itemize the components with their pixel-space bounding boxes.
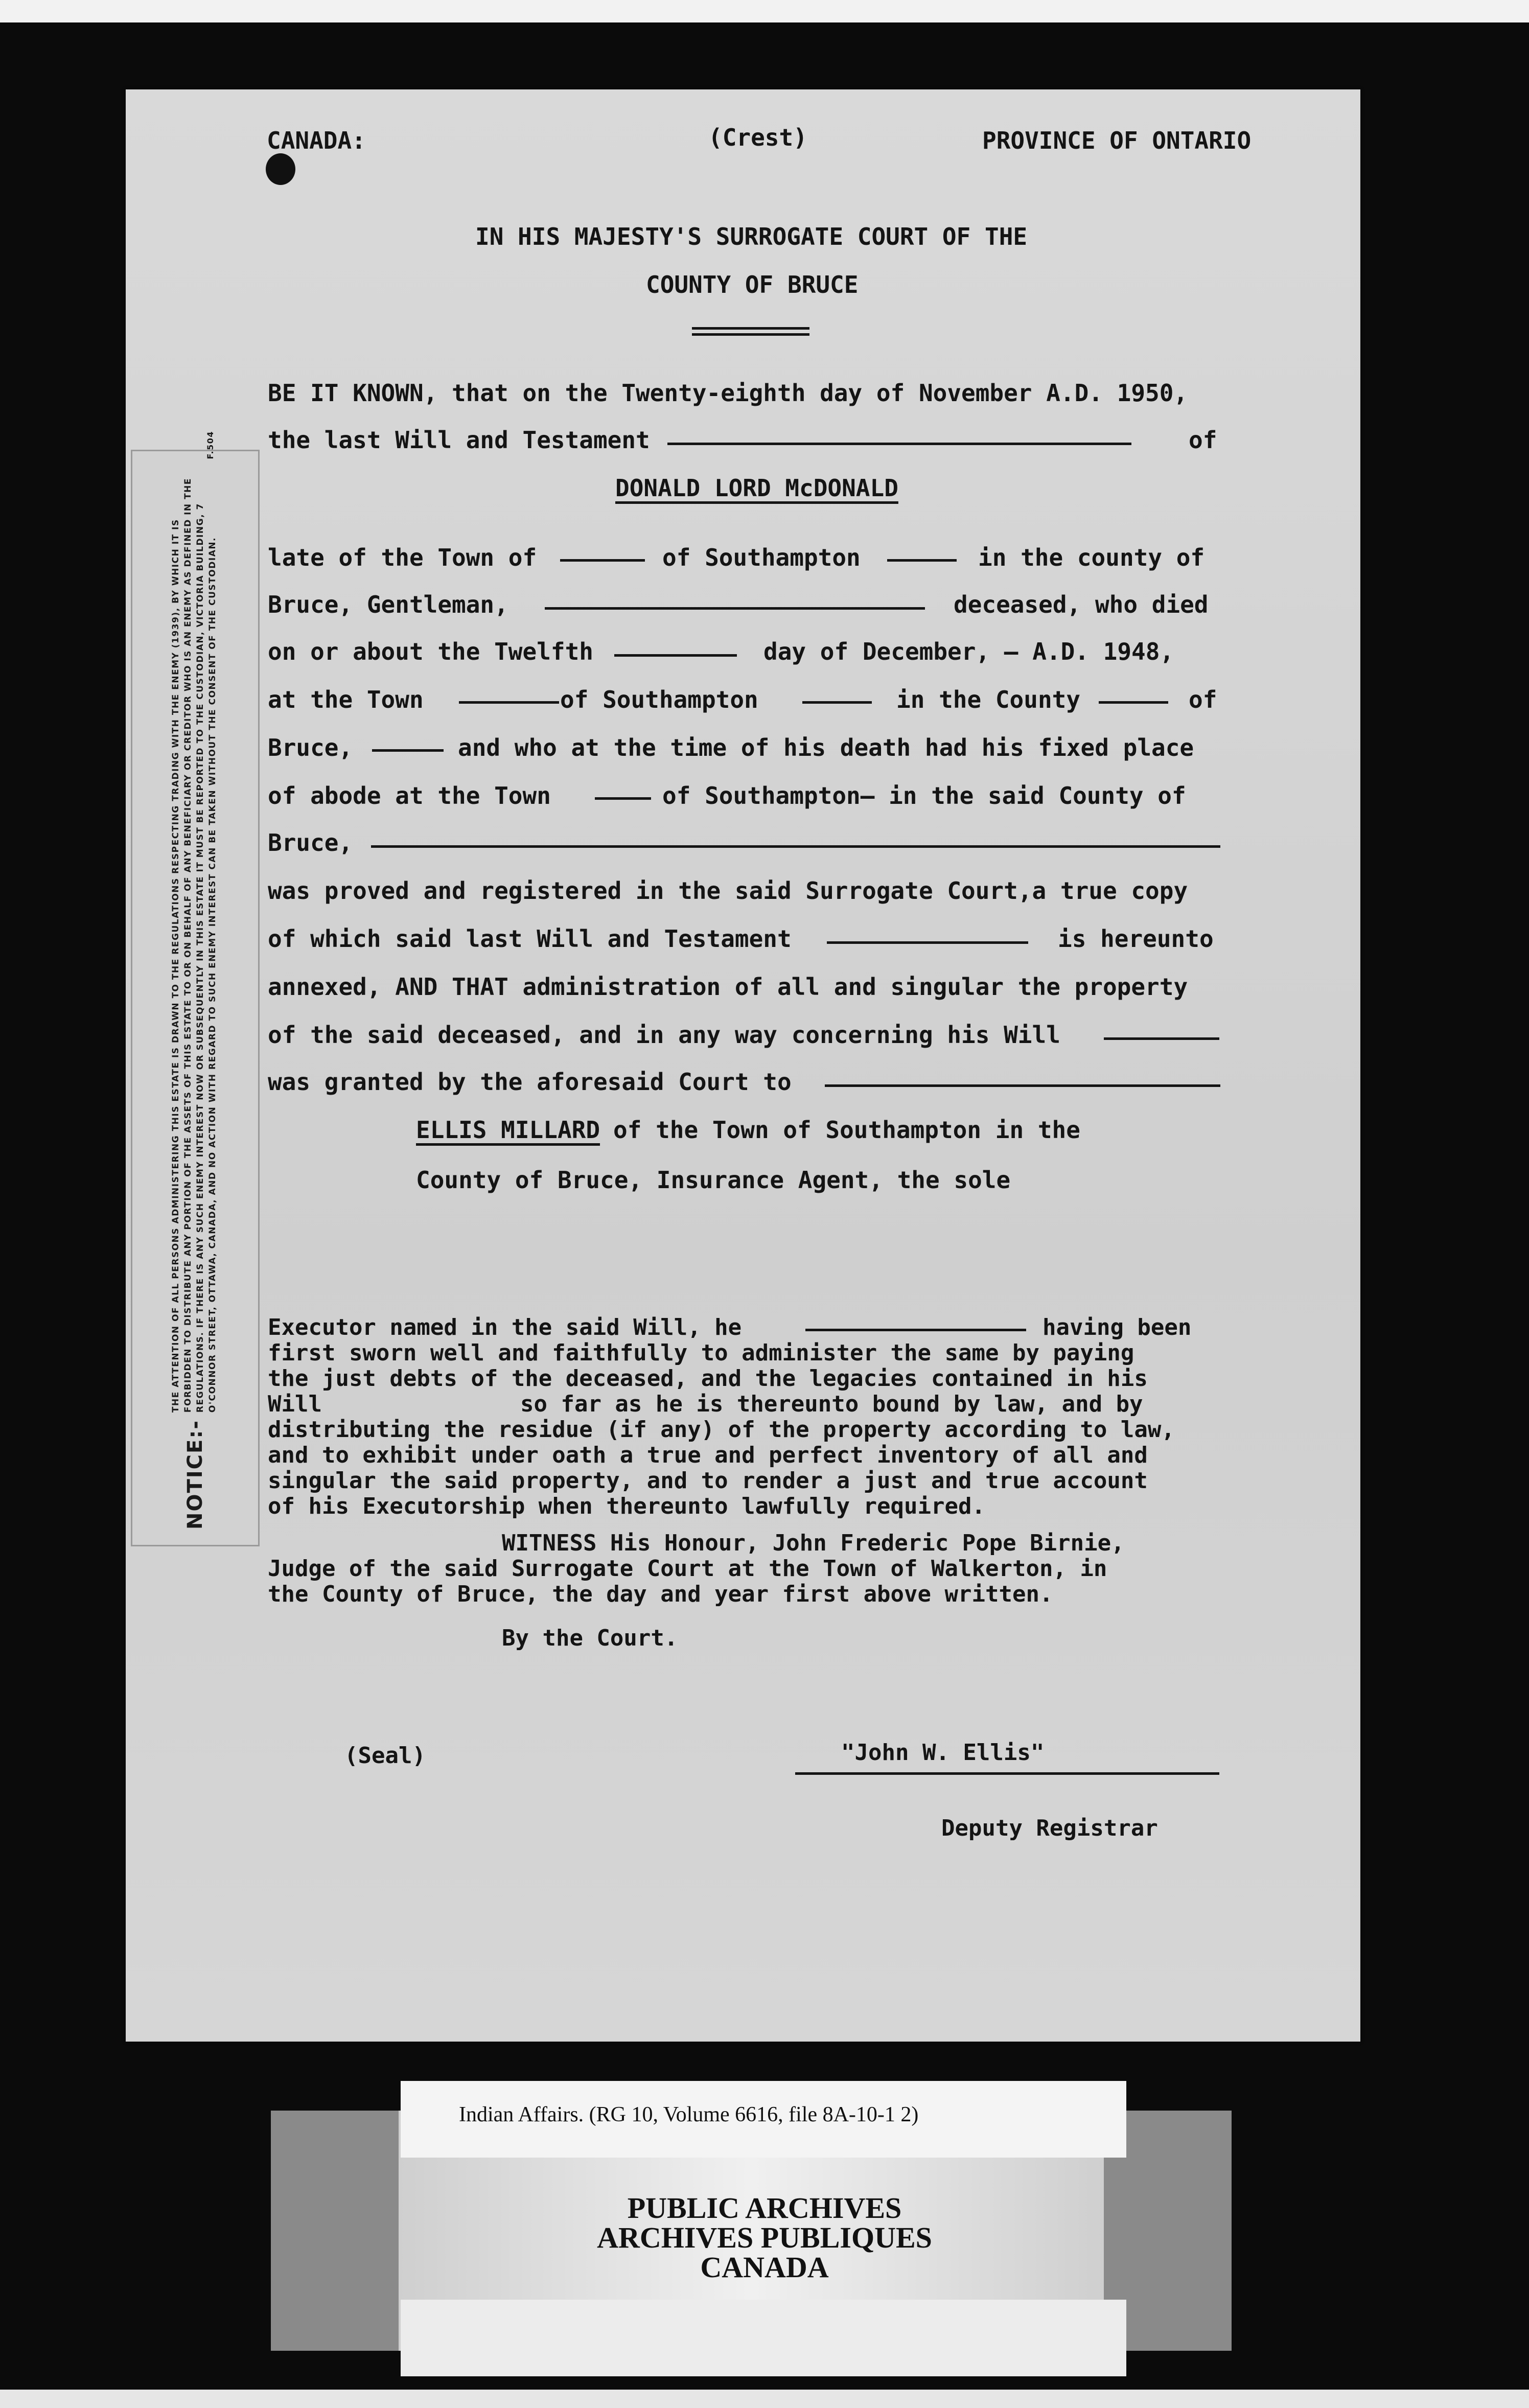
body-line-6c: in the County — [896, 686, 1081, 713]
header-crest: (Crest) — [708, 124, 807, 151]
body-line-6b: of Southampton — [560, 686, 758, 713]
body-line-2: the last Will and Testament — [268, 426, 650, 454]
registrar-signature: "John W. Ellis" — [841, 1740, 1045, 1766]
heading-rule-2 — [692, 333, 809, 336]
body-line-3c: in the county of — [978, 544, 1205, 571]
lower-line-4b: so far as he is thereunto bound by law, and by — [520, 1391, 1143, 1417]
archive-label-bottom — [401, 2300, 1126, 2376]
blank-line — [614, 654, 737, 657]
witness-line-1: WITNESS His Honour, John Frederic Pope Birnie, — [502, 1530, 1125, 1556]
lower-line-8: of his Executorship when thereunto lawfully required. — [268, 1493, 985, 1519]
body-line-9a: Bruce, — [268, 829, 353, 856]
deceased-name: DONALD LORD McDONALD — [615, 474, 898, 502]
blank-line — [827, 941, 1028, 944]
registrar-title: Deputy Registrar — [941, 1815, 1158, 1841]
notice-heading: NOTICE:- — [183, 1420, 207, 1530]
body-line-4b: deceased, who died — [954, 591, 1209, 618]
stamp-public-archives: PUBLIC ARCHIVES — [627, 2191, 902, 2225]
body-line-1: BE IT KNOWN, that on the Twenty-eighth day of November A.D. 1950, — [268, 379, 1188, 407]
archive-reference: Indian Affairs. (RG 10, Volume 6616, file 8A-10-1 2) — [459, 2103, 919, 2126]
body-line-14: was granted by the aforesaid Court to — [268, 1068, 792, 1096]
body-line-6d: of — [1189, 686, 1217, 713]
blank-line — [595, 797, 651, 800]
blank-line — [667, 443, 1131, 445]
court-county: COUNTY OF BRUCE — [646, 271, 859, 298]
witness-line-2: Judge of the said Surrogate Court at the Town of Walkerton, in — [268, 1556, 1107, 1582]
body-line-10: was proved and registered in the said Surrogate Court,a true copy — [268, 877, 1188, 905]
body-line-8a: of abode at the Town — [268, 782, 551, 809]
notice-sidebar — [131, 431, 260, 1546]
scan-bottom-edge — [0, 2390, 1529, 2408]
lower-line-5: distributing the residue (if any) of the property according to law, — [268, 1417, 1175, 1443]
notice-form-code: F.504 — [205, 431, 215, 459]
body-line-3a: late of the Town of — [268, 544, 537, 571]
body-line-16: County of Bruce, Insurance Agent, the sole — [416, 1166, 1011, 1194]
body-line-11b: is hereunto — [1058, 925, 1214, 953]
lower-line-3: the just debts of the deceased, and the legacies contained in his — [268, 1365, 1148, 1392]
blank-line — [802, 701, 872, 704]
blank-line — [805, 1329, 1026, 1331]
blank-line — [887, 559, 957, 562]
body-line-7b: and who at the time of his death had his fixed place — [458, 734, 1194, 761]
stamp-archives-publiques: ARCHIVES PUBLIQUES — [597, 2221, 932, 2254]
blank-line — [545, 607, 925, 610]
header-province: PROVINCE OF ONTARIO — [982, 127, 1252, 154]
body-line-13: of the said deceased, and in any way concerning his Will — [268, 1021, 1060, 1049]
lower-line-2: first sworn well and faithfully to administer the same by paying — [268, 1340, 1134, 1366]
lower-line-1b: having been — [1042, 1314, 1192, 1340]
lower-line-4a: Will — [268, 1391, 322, 1417]
blank-line — [372, 749, 444, 752]
body-line-5b: day of December, — A.D. 1948, — [763, 638, 1174, 665]
stamp-canada: CANADA — [700, 2251, 829, 2284]
blank-line — [1104, 1037, 1219, 1040]
by-the-court: By the Court. — [502, 1625, 678, 1651]
blank-line — [371, 845, 1220, 848]
seal-label: (Seal) — [344, 1743, 426, 1769]
body-line-4a: Bruce, Gentleman, — [268, 591, 508, 618]
body-line-6a: at the Town — [268, 686, 424, 713]
body-line-2-of: of — [1189, 426, 1217, 454]
grantee-name: ELLIS MILLARD — [416, 1116, 600, 1144]
court-title: IN HIS MAJESTY'S SURROGATE COURT OF THE — [475, 223, 1028, 250]
notice-text: THE ATTENTION OF ALL PERSONS ADMINISTERING THIS ESTATE IS DRAWN TO THE REGULATIONS RESPECTING TRADING WITH THE ENEMY (1939), BY WHICH IT IS FORBIDDEN TO DISTRIBUTE ANY PORTION OF THE ASSETS OF THIS ESTATE TO OR ON BEHALF OF ANY BENEFICIARY OR CREDITOR WHO IS AN ENEMY AS DEFINED IN THE REGULATIONS. IF THERE IS ANY SUCH ENEMY INTEREST NOW OR SUBSEQUENTLY IN THIS ESTATE IT MUST BE REPORTED TO THE CUSTODIAN, VICTORIA BUILDING, 7 O'CONNOR STREET, OTTAWA, CANADA, AND NO ACTION WITH REGARD TO SUCH ENEMY INTEREST CAN BE TAKEN WITHOUT THE CONSENT OF THE CUSTODIAN. — [171, 477, 218, 1413]
notice-content — [170, 431, 221, 1530]
body-line-11a: of which said last Will and Testament — [268, 925, 792, 953]
blank-line — [825, 1084, 1220, 1087]
body-line-3b: of Southampton — [662, 544, 861, 571]
body-line-12: annexed, AND THAT administration of all and singular the property — [268, 973, 1188, 1001]
lower-line-6: and to exhibit under oath a true and perfect inventory of all and — [268, 1442, 1148, 1468]
witness-line-3: the County of Bruce, the day and year first above written. — [268, 1581, 1053, 1607]
body-line-15: of the Town of Southampton in the — [613, 1116, 1080, 1144]
scan-top-edge — [0, 0, 1529, 22]
blank-line — [459, 701, 559, 704]
signature-line — [795, 1772, 1219, 1775]
body-line-8b: of Southampton— in the said County of — [662, 782, 1186, 809]
blank-line — [560, 559, 645, 562]
blank-line — [1099, 701, 1168, 704]
body-line-5a: on or about the Twelfth — [268, 638, 593, 665]
lower-line-7: singular the said property, and to render a just and true account — [268, 1468, 1148, 1494]
heading-rule — [692, 327, 809, 330]
header-canada: CANADA: — [267, 127, 366, 154]
body-line-7a: Bruce, — [268, 734, 353, 761]
ink-blot — [266, 153, 295, 185]
lower-line-1a: Executor named in the said Will, he — [268, 1314, 742, 1340]
